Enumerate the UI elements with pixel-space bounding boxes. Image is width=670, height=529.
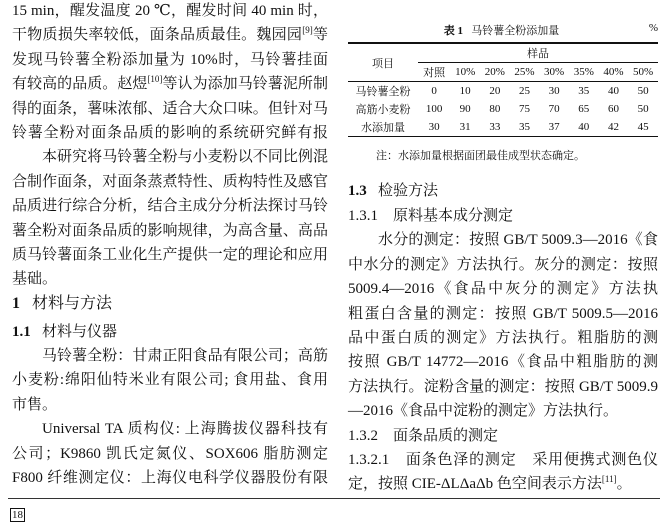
text: 中水分的测定》方法执行。灰分的测定：按照 bbox=[348, 256, 658, 273]
table-row bbox=[348, 82, 658, 101]
table-cell: 30 bbox=[548, 85, 560, 97]
table-cell: 20 bbox=[489, 85, 501, 97]
table-cell: 80 bbox=[489, 103, 501, 115]
table-cell: 31 bbox=[459, 121, 471, 133]
table-cell: 50 bbox=[637, 103, 649, 115]
table-cell: 70 bbox=[548, 103, 560, 115]
table-unit: % bbox=[648, 22, 658, 34]
citation: [10] bbox=[147, 75, 163, 85]
text-line bbox=[12, 75, 328, 93]
text-line bbox=[12, 100, 328, 118]
text-line bbox=[348, 475, 632, 493]
column-header: 20% bbox=[484, 66, 505, 78]
table-note: 注：水添加量根据面团最佳成型状态确定。 bbox=[376, 150, 585, 162]
text-line bbox=[12, 2, 328, 20]
text-line bbox=[348, 451, 658, 469]
table-cell: 37 bbox=[548, 121, 560, 133]
text: 1.3.2 面条品质的测定 bbox=[348, 427, 499, 444]
table-cell: 40 bbox=[578, 121, 590, 133]
table-cell: 45 bbox=[637, 121, 649, 133]
text: 水分的测定：按照 GB/T 5009.3—2016《食 bbox=[378, 232, 658, 249]
text-line bbox=[12, 445, 328, 463]
column-header: 10% bbox=[455, 66, 476, 78]
footer-rule bbox=[8, 498, 660, 499]
table-cell: 90 bbox=[459, 103, 471, 115]
text: 1.3.2.1 面条色泽的测定 采用便携式测色仪 bbox=[348, 452, 658, 468]
text: 。 bbox=[616, 476, 632, 493]
section-title: 材料与方法 bbox=[32, 295, 113, 312]
section-title: 检验方法 bbox=[378, 183, 439, 199]
text: 5009.4—2016《食品中灰分的测定》方法执 bbox=[348, 281, 658, 298]
text-line bbox=[12, 246, 328, 264]
table-cell: 100 bbox=[425, 103, 443, 115]
table-cell: 0 bbox=[431, 85, 437, 97]
page-number: 18 bbox=[12, 509, 23, 521]
text: 15 min，醒发温度 20 ℃，醒发时间 40 min 时， bbox=[12, 3, 328, 19]
column-header: 40% bbox=[603, 66, 624, 78]
table-row bbox=[348, 100, 658, 118]
column-header: 30% bbox=[544, 66, 565, 78]
text: 马铃薯全粉：甘肃正阳食品有限公司；高筋 bbox=[42, 348, 328, 364]
text: —2016《食品中淀粉的测定》方法执行。 bbox=[348, 403, 619, 420]
text-line bbox=[348, 329, 658, 347]
table-cell: 35 bbox=[578, 85, 590, 97]
table-cell: 50 bbox=[637, 85, 649, 97]
text: 发现马铃薯全粉添加量为 10%时，马铃薯挂面 bbox=[12, 51, 328, 68]
text: F800 纤维测定仪：上海仪电科学仪器股份有限 bbox=[12, 470, 328, 486]
text: 基础。 bbox=[12, 271, 58, 288]
citation: [9] bbox=[302, 26, 313, 36]
table-cell: 10 bbox=[459, 85, 471, 97]
text-line bbox=[348, 305, 658, 323]
citation: [11] bbox=[601, 474, 617, 485]
text-line bbox=[12, 26, 328, 44]
column-header: 50% bbox=[633, 66, 654, 78]
text: 质马铃薯面条工业化生产提供一定的理论和应用 bbox=[12, 247, 328, 263]
column-header: 35% bbox=[573, 66, 594, 78]
text-line bbox=[348, 280, 658, 298]
text: 合制作面条，对面条蒸煮特性、质构特性及感官 bbox=[12, 173, 328, 190]
text-line bbox=[12, 371, 328, 389]
table-cell: 30 bbox=[428, 121, 440, 133]
section-heading-1-3 bbox=[348, 182, 438, 200]
text-line bbox=[348, 207, 513, 225]
section-title: 材料与仪器 bbox=[42, 324, 118, 340]
table-cell: 42 bbox=[607, 121, 619, 133]
text-line bbox=[12, 197, 328, 215]
table-label: 表 1 bbox=[443, 25, 463, 37]
section-heading-1-1 bbox=[12, 323, 117, 341]
text-line bbox=[12, 51, 328, 69]
text-line bbox=[12, 469, 328, 487]
table-cell: 25 bbox=[518, 85, 530, 97]
table-cell: 75 bbox=[518, 103, 530, 115]
text-line bbox=[12, 270, 57, 288]
row-label: 高筋小麦粉 bbox=[355, 104, 411, 116]
section-heading-1 bbox=[12, 295, 112, 313]
table-cell: 65 bbox=[578, 103, 590, 115]
table-cell: 60 bbox=[607, 103, 619, 115]
text-line bbox=[42, 347, 328, 365]
column-header: 对照 bbox=[423, 67, 446, 79]
text-line bbox=[12, 124, 328, 142]
text-line bbox=[348, 353, 658, 371]
text: 本研究将马铃薯全粉与小麦粉以不同比例混 bbox=[42, 149, 328, 166]
text-line bbox=[378, 231, 658, 249]
table-cell: 40 bbox=[607, 85, 619, 97]
group-header: 样品 bbox=[418, 43, 658, 63]
text: 按照 GB/T 14772—2016《食品中粗脂肪的测 bbox=[348, 354, 658, 371]
section-number: 1.1 bbox=[12, 324, 31, 340]
text: 方法执行。淀粉含量的测定：按照 GB/T 5009.9 bbox=[348, 378, 658, 395]
text-line bbox=[12, 396, 57, 414]
text: 定，按照 CIE-ΔLΔaΔb 色空间表示方法 bbox=[348, 476, 602, 493]
text: 粗蛋白含量的测定：按照 GB/T 5009.5—2016 bbox=[348, 305, 658, 322]
text: 薯全粉对面条品质的影响规律，为高含量、高品 bbox=[12, 222, 328, 239]
table-title: 马铃薯全粉添加量 bbox=[471, 25, 560, 37]
text: 品中蛋白质的测定》方法执行。粗脂肪的测 bbox=[348, 330, 658, 346]
column-header: 25% bbox=[514, 66, 535, 78]
table-caption bbox=[345, 22, 658, 38]
section-number: 1 bbox=[12, 295, 20, 312]
text-line bbox=[42, 420, 328, 438]
text: 市售。 bbox=[12, 396, 58, 413]
additive-table bbox=[348, 42, 658, 137]
text-line bbox=[12, 173, 328, 191]
text: 公司；K9860 凯氏定氮仪、SOX606 脂肪测定 bbox=[12, 445, 328, 462]
text-line bbox=[12, 222, 328, 240]
row-label: 水添加量 bbox=[361, 122, 405, 134]
text-line bbox=[348, 402, 618, 420]
section-number: 1.3 bbox=[348, 183, 367, 199]
text: Universal TA 质构仪: 上海腾拔仪器科技有 bbox=[42, 421, 328, 438]
text: 铃薯全粉对面条品质的影响的系统研究鲜有报 bbox=[12, 125, 328, 141]
table-row bbox=[348, 118, 658, 137]
text: 得的面条，薯味浓郁、适合大众口味。但针对马 bbox=[12, 100, 328, 117]
text: 有较高的品质。赵煜 bbox=[12, 76, 148, 93]
text-line bbox=[42, 148, 328, 166]
text: 1.3.1 原料基本成分测定 bbox=[348, 208, 514, 224]
table-cell: 33 bbox=[489, 121, 501, 133]
text-line bbox=[348, 256, 658, 274]
text-line bbox=[348, 427, 498, 445]
row-label: 马铃薯全粉 bbox=[355, 86, 411, 98]
text: 等认为添加马铃薯泥所制 bbox=[162, 76, 328, 93]
text-line bbox=[348, 378, 658, 396]
row-header: 项目 bbox=[348, 43, 418, 82]
text: 品质进行综合分析，结合主成分分析法探讨马铃 bbox=[12, 198, 328, 215]
text: 小麦粉:绵阳仙特米业有限公司; 食用盐、食用 bbox=[12, 372, 328, 389]
table-cell: 35 bbox=[518, 121, 530, 133]
text: 等 bbox=[312, 27, 328, 44]
text: 干物质损失率较低，面条品质最佳。魏园园 bbox=[12, 27, 303, 44]
